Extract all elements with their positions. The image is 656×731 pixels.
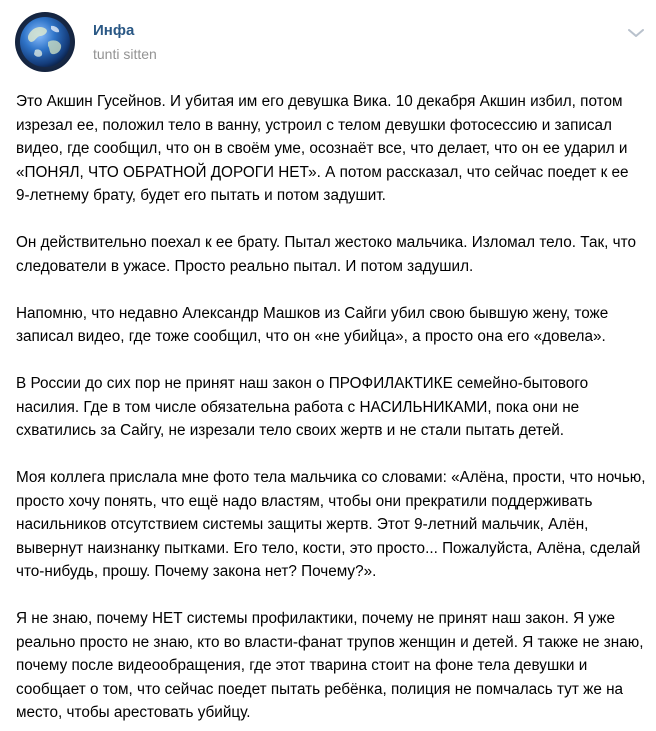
chevron-down-icon[interactable]	[626, 26, 646, 40]
post-paragraph: Он действительно поехал к ее брату. Пытал жестоко мальчика. Изломал тело. Так, что следователи в ужасе. Просто реально пытал. И потом задушил.	[16, 234, 636, 275]
author-name[interactable]: Инфа	[93, 22, 135, 39]
post-paragraph: В России до сих пор не принят наш закон о ПРОФИЛАКТИКЕ семейно-бытового насилия. Где в том числе обязательна работа с НАСИЛЬНИКАМИ, пока они не схватились за Сайгу, не изрезали тело своих жертв и не стали пытать детей.	[16, 375, 589, 439]
author-avatar[interactable]	[15, 12, 75, 72]
post-paragraph: Это Акшин Гусейнов. И убитая им его девушка Вика. 10 декабря Акшин избил, потом изрезал ее, положил тело в ванну, устроил с телом девушки фотосессию и записал видео, где сообщил, что он в своём уме, осознаёт все, что делает, что он ее ударил и «ПОНЯЛ, ЧТО ОБРАТНОЙ ДОРОГИ НЕТ». А потом рассказал, что сейчас поедет к ее 9-летнему брату, будет его пытать и потом задушит.	[16, 93, 629, 204]
post-paragraph: Я не знаю, почему НЕТ системы профилактики, почему не принят наш закон. Я уже реально просто не знаю, кто во власти-фанат трупов женщин и детей. Я также не знаю, почему после видеообращения, где этот тварина стоит на фоне тела девушки и сообщает о том, что сейчас поедет пытать ребёнка, полиция не помчалась тут же на место, чтобы арестовать убийцу.	[16, 610, 644, 721]
post-paragraph: Напомню, что недавно Александр Машков из Сайги убил свою бывшую жену, тоже записал видео, где тоже сообщил, что он «не убийца», а просто она его «довела».	[16, 304, 609, 345]
earth-avatar-icon	[15, 12, 75, 72]
post-time[interactable]: tunti sitten	[93, 46, 157, 62]
post-text	[16, 90, 646, 725]
post-paragraph: Моя коллега прислала мне фото тела мальчика со словами: «Алёна, прости, что ночью, просто хочу понять, что ещё надо властям, чтобы они прекратили поддерживать насильников отсутствием системы защиты жертв. Этот 9-летний мальчик, Алён, вывернут наизнанку пытками. Его тело, кости, это просто... Пожалуйста, Алёна, сделай что-нибудь, прошу. Почему закона нет? Почему?».	[16, 469, 646, 580]
